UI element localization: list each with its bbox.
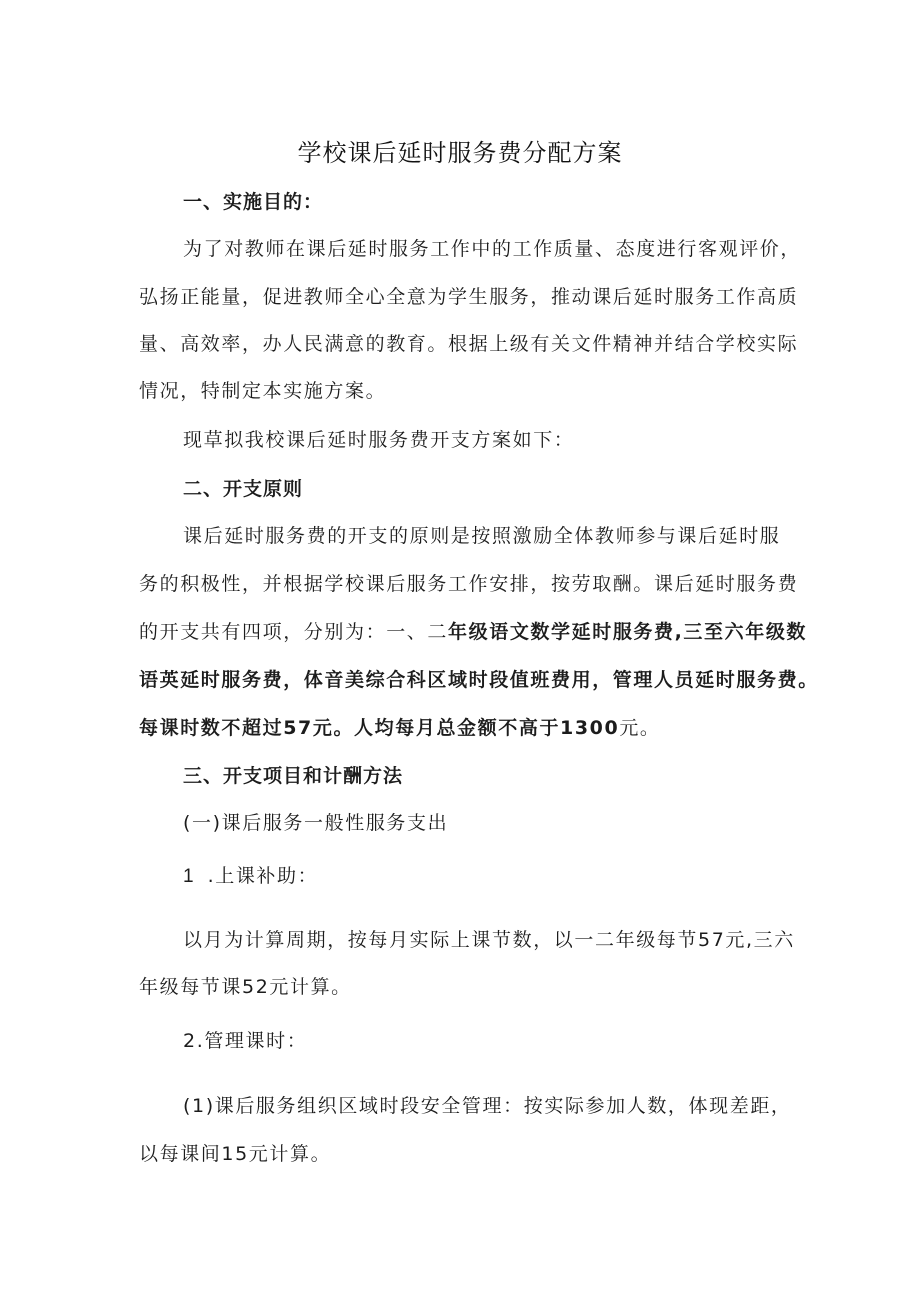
paragraph-line: 以月为计算周期，按每月实际上课节数，以一二年级每节57元,三六 (183, 929, 795, 951)
emphasized-line: 语英延时服务费，体音美综合科区域时段值班费用，管理人员延时服务费。 (139, 669, 819, 691)
section-heading-purpose: 一、实施目的： (183, 191, 324, 213)
paragraph-line: 现草拟我校课后延时服务费开支方案如下： (183, 429, 575, 451)
paragraph-text: 的开支共有四项，分别为：一、二 (139, 621, 449, 643)
list-item-text: .上课补助： (207, 865, 319, 887)
paragraph-line (139, 617, 807, 644)
paragraph-line: 弘扬正能量，促进教师全心全意为学生服务，推动课后延时服务工作高质 (139, 286, 799, 308)
paragraph-line: 务的积极性，并根据学校课后服务工作安排，按劳取酬。课后延时服务费 (139, 573, 799, 595)
section-heading-principle: 二、开支原则 (183, 478, 304, 500)
paragraph-line: (1)课后服务组织区域时段安全管理：按实际参加人数，体现差距， (183, 1095, 792, 1117)
list-item-number: 1 (183, 866, 194, 887)
emphasized-text: 年级语文数学延时服务费,三至六年级数 (448, 621, 808, 643)
section-heading-items: 三、开支项目和计酬方法 (183, 765, 404, 787)
subsection-heading: (一)课后服务一般性服务支出 (183, 812, 449, 834)
paragraph-line: 量、高效率，办人民满意的教育。根据上级有关文件精神并结合学校实际 (139, 333, 799, 355)
list-item-heading (183, 861, 318, 888)
paragraph-line: 为了对教师在课后延时服务工作中的工作质量、态度进行客观评价， (183, 238, 802, 260)
paragraph-line: 年级每节课52元计算。 (139, 976, 352, 998)
document-title: 学校课后延时服务费分配方案 (297, 139, 623, 167)
list-item-heading: 2.管理课时： (183, 1030, 308, 1052)
paragraph-line: 课后延时服务费的开支的原则是按照激励全体教师参与课后延时服 (183, 525, 781, 547)
paragraph-line: 以每课间15元计算。 (139, 1143, 332, 1165)
paragraph-line: 情况，特制定本实施方案。 (139, 380, 387, 402)
emphasized-text: 每课时数不超过57元。人均每月总金额不高于1300 (139, 717, 620, 739)
paragraph-text: 元。 (619, 717, 661, 739)
paragraph-line (139, 713, 661, 740)
